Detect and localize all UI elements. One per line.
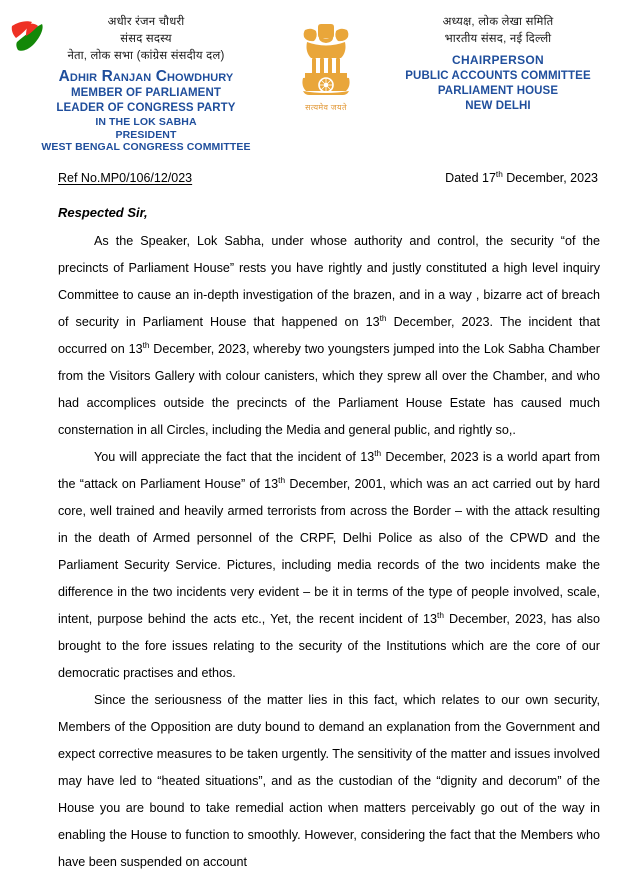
letter-body (58, 199, 600, 876)
right-title-3: NEW DELHI (465, 100, 531, 112)
letterhead-columns (0, 0, 630, 154)
right-title-2: PARLIAMENT HOUSE (437, 85, 559, 97)
left-hindi-line-1: अधीर रंजन चौधरी (107, 16, 185, 28)
emblem-motto: सत्यमेव जयते (305, 103, 347, 112)
letterhead-right-block (372, 14, 630, 114)
mp-name: Adhir Ranjan Chowdhury (58, 68, 234, 85)
left-hindi-line-3: नेता, लोक सभा (कांग्रेस संसदीय दल) (67, 50, 225, 62)
reference-number: Ref No.MP0/106/12/023 (58, 171, 193, 185)
ordinal-suffix: th (379, 312, 387, 323)
letter-paragraphs (58, 228, 600, 876)
right-title-1: PUBLIC ACCOUNTS COMMITTEE (405, 70, 591, 82)
ordinal-suffix: th (374, 447, 382, 458)
ordinal-suffix: th (278, 474, 286, 485)
ordinal-suffix: th (142, 339, 150, 350)
left-hindi-line-2: संसद सदस्य (120, 33, 172, 45)
left-title-2: LEADER OF CONGRESS PARTY (56, 102, 236, 114)
letter-paragraph: Since the seriousness of the matter lies in this fact, which relates to our own security, Members of the Opposition are duty bound to demand an explanation from the Government and expect corrective measures to be taken urgently. The sensitivity of the matter and issues involved may have led to “heated situations”, and as the custodian of the “dignity and decorum” of the House you are bound to take remedial action when matters perceivably go out of the way in enabling the House to function to smoothly. However, considering the fact that the Members who have been suspended on account (58, 693, 600, 869)
right-hindi-line-2: भारतीय संसद, नई दिल्ली (444, 33, 552, 45)
ordinal-suffix: th (437, 609, 444, 620)
letterhead (0, 0, 630, 165)
letter-paragraph: You will appreciate the fact that the incident of 13th December, 2023 is a world apart from the “attack on Parliament House” of 13th December, 2001, which was an act carried out by hard core, well trained and heavily armed terrorists from across the Border – with the attack resulting in the death of Armed personnel of the CRPF, Delhi Police as also of the CPWD and the Parliament Security Service. Pictures, including media records of the two incidents make the difference in the two incidents very evident – be it in terms of the type of people involved, scale, intent, purpose behind the acts etc., Yet, the recent incident of 13th December, 2023, has also brought to the fore issues relating to the security of the Institutions which are the core of our democratic practises and ethos. (58, 447, 601, 680)
salutation: Respected Sir, (58, 205, 148, 220)
left-title-3: IN THE LOK SABHA (95, 116, 197, 128)
indian-flag-brushstroke-logo (8, 16, 56, 62)
date-prefix: Dated 17 (445, 171, 496, 185)
date-suffix: December, 2023 (502, 171, 598, 185)
left-title-1: MEMBER OF PARLIAMENT (70, 87, 221, 99)
letter-paragraph: As the Speaker, Lok Sabha, under whose authority and control, the security “of the precincts of Parliament House” rests you have rightly and justly constituted a high level inquiry Committee to cause an in-depth investigation of the brazen, and in a way , bizarre act of breach of security in Parliament House that happened on 13th December, 2023. The incident that occurred on 13th December, 2023, whereby two youngsters jumped into the Lok Sabha Chamber from the Visitors Gallery with colour canisters, which they sprew all over the Chamber, and who had accomplices outside the precincts of the Parliament House Estate has caused much consternation in all Circles, including the Media and general public, and rightly so,. (58, 234, 600, 437)
date-ordinal-suffix: th (495, 169, 503, 179)
letterhead-emblem-block (280, 14, 372, 113)
right-hindi-line-1: अध्यक्ष, लोक लेखा समिति (442, 16, 554, 28)
reference-date-row (58, 171, 598, 185)
letter-date (445, 171, 598, 185)
chairperson-role: CHAIRPERSON (452, 53, 544, 67)
state-emblem-of-india-icon (289, 16, 363, 102)
left-title-4: PRESIDENT (115, 128, 177, 141)
left-title-5: WEST BENGAL CONGRESS COMMITTEE (41, 141, 251, 153)
